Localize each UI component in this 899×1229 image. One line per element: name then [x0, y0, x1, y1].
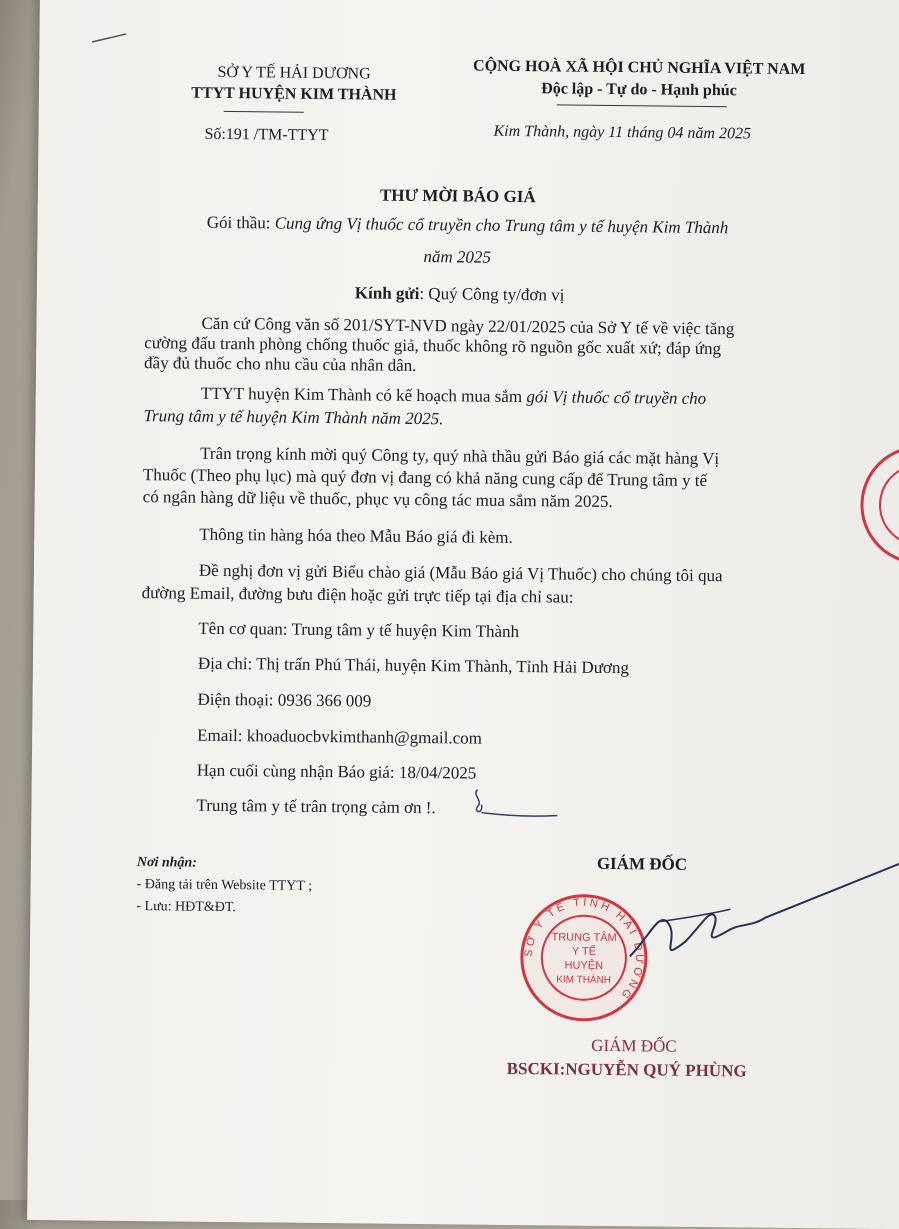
nation-underline	[557, 104, 727, 107]
paragraph-5-line-1: Đề nghị đơn vị gửi Biểu chào giá (Mẫu Báo giá Vị Thuốc) cho chúng tôi qua	[198, 560, 723, 586]
paragraph-2-plain: TTYT huyện Kim Thành có kế hoạch mua sắm	[200, 383, 527, 407]
recipient-archive: - Lưu: HĐT&ĐT.	[136, 899, 236, 916]
paragraph-3-line-1: Trân trọng kính mời quý Công ty, quý nhà thầu gửi Báo giá các mặt hàng Vị	[200, 443, 720, 469]
paragraph-3-line-2: Thuốc (Theo phụ lục) mà quý đơn vị đang có khả năng cung cấp để Trung tâm y tế	[142, 465, 708, 491]
partial-stamp-graphic	[858, 430, 899, 580]
nation-line-1: CỘNG HOÀ XÃ HỘI CHỦ NGHĨA VIỆT NAM	[472, 57, 806, 79]
organization-address: Địa chỉ: Thị trấn Phú Thái, huyện Kim Thành, Tỉnh Hải Dương	[197, 653, 630, 678]
partial-stamp-edge	[858, 430, 899, 580]
recipient-website: - Đăng tải trên Website TTYT ;	[136, 877, 313, 894]
paragraph-1-line-1: Căn cứ Công văn số 201/SYT-NVD ngày 22/01/2025 của Sở Y tế về việc tăng	[201, 313, 735, 339]
signer-name: BSCKI:NGUYỄN QUÝ PHÙNG	[506, 1058, 747, 1081]
stamp-line-1: TRUNG TÂM	[551, 931, 617, 945]
paragraph-5-line-2: đường Email, đường bưu điện hoặc gửi trực tiếp tại địa chỉ sau:	[141, 583, 574, 607]
greeting	[355, 283, 565, 305]
initials-scribble	[469, 785, 559, 826]
stamp-line-2: Y TẾ	[571, 945, 597, 958]
recipients-label: Nơi nhận:	[136, 855, 197, 871]
handwritten-signature	[590, 846, 899, 990]
paragraph-4: Thông tin hàng hóa theo Mẫu Báo giá đi kèm.	[199, 524, 513, 547]
stamp-ring-text: SỞ Y TẾ TỈNH HẢI DƯƠNG	[522, 896, 646, 1003]
agency-line-1: SỞ Y TẾ HẢI DƯƠNG	[217, 63, 371, 83]
signer-title: GIÁM ĐỐC	[596, 853, 688, 874]
agency-underline	[224, 111, 304, 113]
thanks-line: Trung tâm y tế trân trọng cảm ơn !.	[196, 795, 436, 818]
paragraph-1-line-2: cường đấu tranh phòng chống thuốc giả, thuốc không rõ nguồn gốc xuất xứ; đáp ứng	[144, 333, 722, 359]
nation-line-2: Độc lập - Tự do - Hạnh phúc	[541, 80, 737, 100]
agency-line-2: TTYT HUYỆN KIM THÀNH	[191, 84, 397, 104]
stamp-line-4: KIM THÀNH	[556, 974, 612, 987]
package-label: Gói thầu:	[206, 212, 275, 233]
deadline: Hạn cuối cùng nhận Báo giá: 18/04/2025	[196, 760, 477, 783]
package-line-2: năm 2025	[423, 247, 492, 267]
letter-title: THƯ MỜI BÁO GIÁ	[379, 185, 536, 207]
paragraph-2-italic: gói Vị thuốc cổ truyền cho	[526, 387, 707, 408]
stamp-line-3: HUYỆN	[564, 959, 604, 972]
organization-name: Tên cơ quan: Trung tâm y tế huyện Kim Thành	[198, 618, 520, 642]
pencil-mark	[90, 28, 130, 48]
package-name: Cung ứng Vị thuốc cổ truyền cho Trung tâm y tế huyện Kim Thành	[274, 213, 729, 238]
organization-phone: Điện thoại: 0936 366 009	[197, 689, 372, 711]
stamp-title: GIÁM ĐỐC	[591, 1035, 677, 1056]
paper-sheet	[27, 0, 899, 1229]
greeting-text: : Quý Công ty/đơn vị	[419, 283, 565, 305]
greeting-label: Kính gửi	[354, 283, 420, 303]
paragraph-1-line-3: đầy đủ thuốc cho nhu cầu của nhân dân.	[144, 353, 417, 375]
document-number: Số:191 /TM-TTYT	[204, 125, 329, 145]
paragraph-3-line-3: có ngân hàng dữ liệu về thuốc, phục vụ công tác mua sắm năm 2025.	[142, 487, 613, 512]
paragraph-2-line-2: Trung tâm y tế huyện Kim Thành năm 2025.	[143, 406, 444, 429]
organization-email: Email: khoaduocbvkimthanh@gmail.com	[197, 725, 483, 748]
place-date: Kim Thành, ngày 11 tháng 04 năm 2025	[493, 122, 752, 143]
package-line-1	[147, 212, 787, 239]
